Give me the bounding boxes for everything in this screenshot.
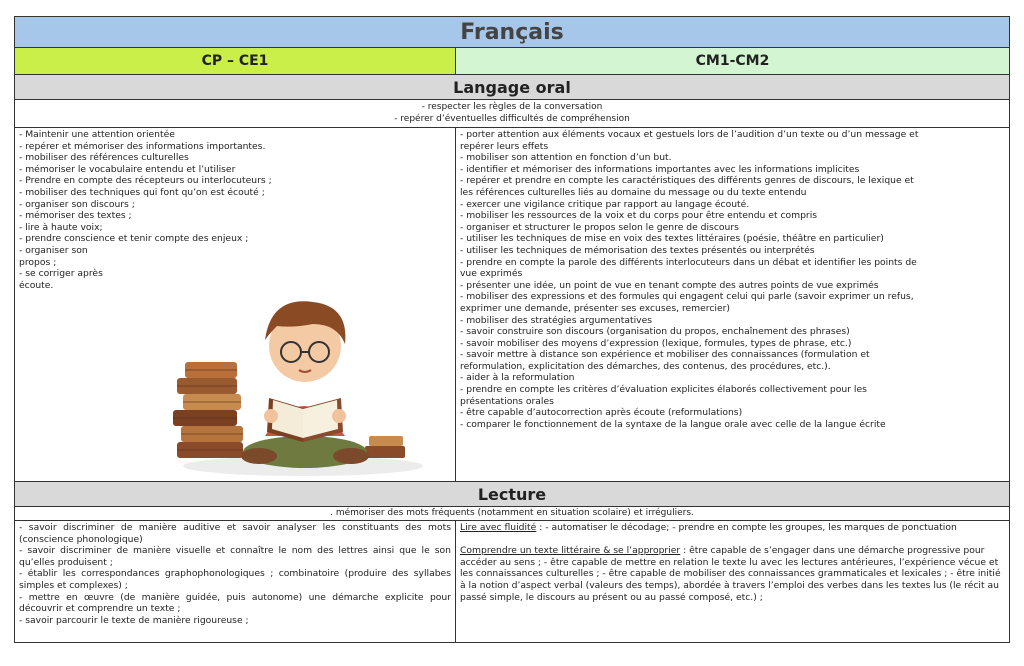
oral-right-column: [456, 128, 1009, 481]
oral-right-item: - repérer et prendre en compte les caractéristiques des différents genres de discours, le lexique et: [460, 175, 914, 187]
oral-right-item: - aider à la reformulation: [460, 372, 575, 384]
oral-right-item: présentations orales: [460, 395, 554, 407]
lecture-left-item: - établir les correspondances graphophonologiques ; combinatoire (produire des syllabes simples et complexes) ;: [19, 568, 451, 591]
oral-right-item: - prendre en compte les critères d’évaluation explicites élaborés collectivement pour les: [460, 384, 867, 396]
oral-right-item: - mobiliser des expressions et des formules qui engagent celui qui parle (savoir exprimer un refus,: [460, 291, 914, 303]
oral-left-column: [15, 128, 456, 481]
oral-right-item: - savoir construire son discours (organisation du propos, enchaînement des phrases): [460, 326, 850, 338]
oral-right-item: - utiliser les techniques de mise en voix des textes littéraires (poésie, théâtre en particulier): [460, 233, 884, 245]
comprehension-text: : être capable de s’engager dans une démarche progressive pour accéder au sens ; - être capable de mettre en relation le texte lu avec les lectures antérieures, l’expérience vécue et les connaissances culturelles ; - être capable de mobiliser des connaissances grammaticales et lexicales ; - être initié à la notion d’aspect verbal (valeurs des temps), abordée à travers l’emploi des verbes dans les textes lus (le récit au passé simple, le discours au présent ou au passé composé, etc.) ;: [460, 545, 1001, 603]
lecture-right-column: [456, 521, 1009, 642]
section-langage-oral: Langage oral: [14, 75, 1010, 100]
oral-right-item: vue exprimés: [460, 268, 523, 280]
oral-right-item: - mobiliser des stratégies argumentatives: [460, 314, 653, 326]
comprehension-label: Comprendre un texte littéraire & se l’approprier: [460, 545, 681, 557]
oral-right-item: les références culturelles liés au domaine du message ou du texte entendu: [460, 186, 807, 198]
oral-left-item: - organiser son: [19, 244, 88, 256]
oral-right-item: - comparer le fonctionnement de la syntaxe de la langue orale avec celle de la langue écrite: [460, 418, 886, 430]
fluency-label: Lire avec fluidité: [460, 522, 537, 533]
oral-left-item: - organiser son discours ;: [19, 198, 135, 210]
oral-left-item: propos ;: [19, 256, 57, 268]
oral-right-item: - prendre en compte la parole des différents interlocuteurs dans un débat et identifier les points de: [460, 256, 917, 268]
oral-right-item: exprimer une demande, présenter ses excuses, remercier): [460, 302, 730, 314]
lecture-left-item: - savoir parcourir le texte de manière rigoureuse ;: [19, 614, 249, 626]
oral-columns: [14, 128, 1010, 482]
oral-left-item: - lire à haute voix;: [19, 221, 103, 233]
oral-left-item: - se corriger après: [19, 268, 103, 280]
oral-common-goals: [14, 100, 1010, 128]
oral-left-item: - mémoriser des textes ;: [19, 210, 132, 222]
oral-right-item: - porter attention aux éléments vocaux et gestuels lors de l’audition d’un texte ou d’un message et: [460, 129, 919, 140]
oral-right-item: reformulation, explicitation des démarches, des contenus, des procédures, etc.).: [460, 360, 831, 372]
oral-right-item: - organiser et structurer le propos selon le genre de discours: [460, 221, 739, 233]
lecture-left-column: [15, 521, 456, 642]
comprehension-paragraph: [460, 545, 1005, 603]
oral-right-item: - présenter une idée, un point de vue en tenant compte des autres points de vue exprimés: [460, 279, 879, 291]
oral-right-item: - savoir mobiliser des moyens d’expression (lexique, formules, types de phrase, etc.): [460, 337, 852, 349]
oral-left-item: - mobiliser des références culturelles: [19, 152, 189, 164]
lecture-common-goal: . mémoriser des mots fréquents (notamment en situation scolaire) et irréguliers.: [14, 507, 1010, 521]
level-header-row: [14, 48, 1010, 75]
boy-reading-illustration: [153, 266, 423, 480]
level-cm1-cm2: CM1-CM2: [456, 48, 1009, 74]
oral-common-line: - respecter les règles de la conversation: [421, 102, 603, 112]
oral-left-item: écoute.: [19, 279, 54, 291]
oral-left-item: - repérer et mémoriser des informations importantes.: [19, 140, 266, 152]
oral-left-item: - Prendre en compte des récepteurs ou interlocuteurs ;: [19, 175, 272, 187]
level-cp-ce1: CP – CE1: [15, 48, 456, 74]
oral-left-item: - mémoriser le vocabulaire entendu et l’utiliser: [19, 163, 236, 175]
book-stack: [173, 362, 243, 458]
curriculum-table: [14, 16, 1010, 643]
section-lecture: Lecture: [14, 482, 1010, 507]
oral-right-item: repérer leurs effets: [460, 140, 549, 152]
oral-right-item: - être capable d’autocorrection après écoute (reformulations): [460, 407, 743, 419]
oral-right-item: - mobiliser son attention en fonction d’un but.: [460, 152, 672, 164]
lecture-left-item: - savoir discriminer de manière auditive et savoir analyser les constituants des mots (conscience phonologique): [19, 522, 451, 545]
oral-left-item: - mobiliser des techniques qui font qu’on est écouté ;: [19, 186, 265, 198]
lecture-left-item: - mettre en œuvre (de manière guidée, puis autonome) une démarche explicite pour découvrir et comprendre un texte ;: [19, 591, 451, 615]
fluency-text: : - automatiser le décodage; - prendre en compte les groupes, les marques de ponctuation: [536, 522, 957, 533]
oral-right-item: - exercer une vigilance critique par rapport au langage écouté.: [460, 198, 750, 210]
oral-right-item: - utiliser les techniques de mémorisation des textes présentés ou interprétés: [460, 244, 815, 256]
lecture-left-item: - savoir discriminer de manière visuelle et connaître le nom des lettres ainsi que le son qu’elles produisent ;: [19, 545, 451, 568]
oral-left-item: - prendre conscience et tenir compte des enjeux ;: [19, 233, 249, 245]
oral-right-item: - mobiliser les ressources de la voix et du corps pour être entendu et compris: [460, 210, 818, 222]
oral-common-line: - repérer d’éventuelles difficultés de compréhension: [394, 113, 630, 124]
oral-right-item: - identifier et mémoriser des informations importantes avec les informations implicites: [460, 163, 860, 175]
page-title: Français: [14, 16, 1010, 48]
fluency-paragraph: [460, 522, 1005, 534]
oral-left-item: - Maintenir une attention orientée: [19, 129, 175, 140]
lecture-columns: [14, 521, 1010, 643]
oral-right-item: - savoir mettre à distance son expérience et mobiliser des connaissances (formulation et: [460, 349, 870, 361]
